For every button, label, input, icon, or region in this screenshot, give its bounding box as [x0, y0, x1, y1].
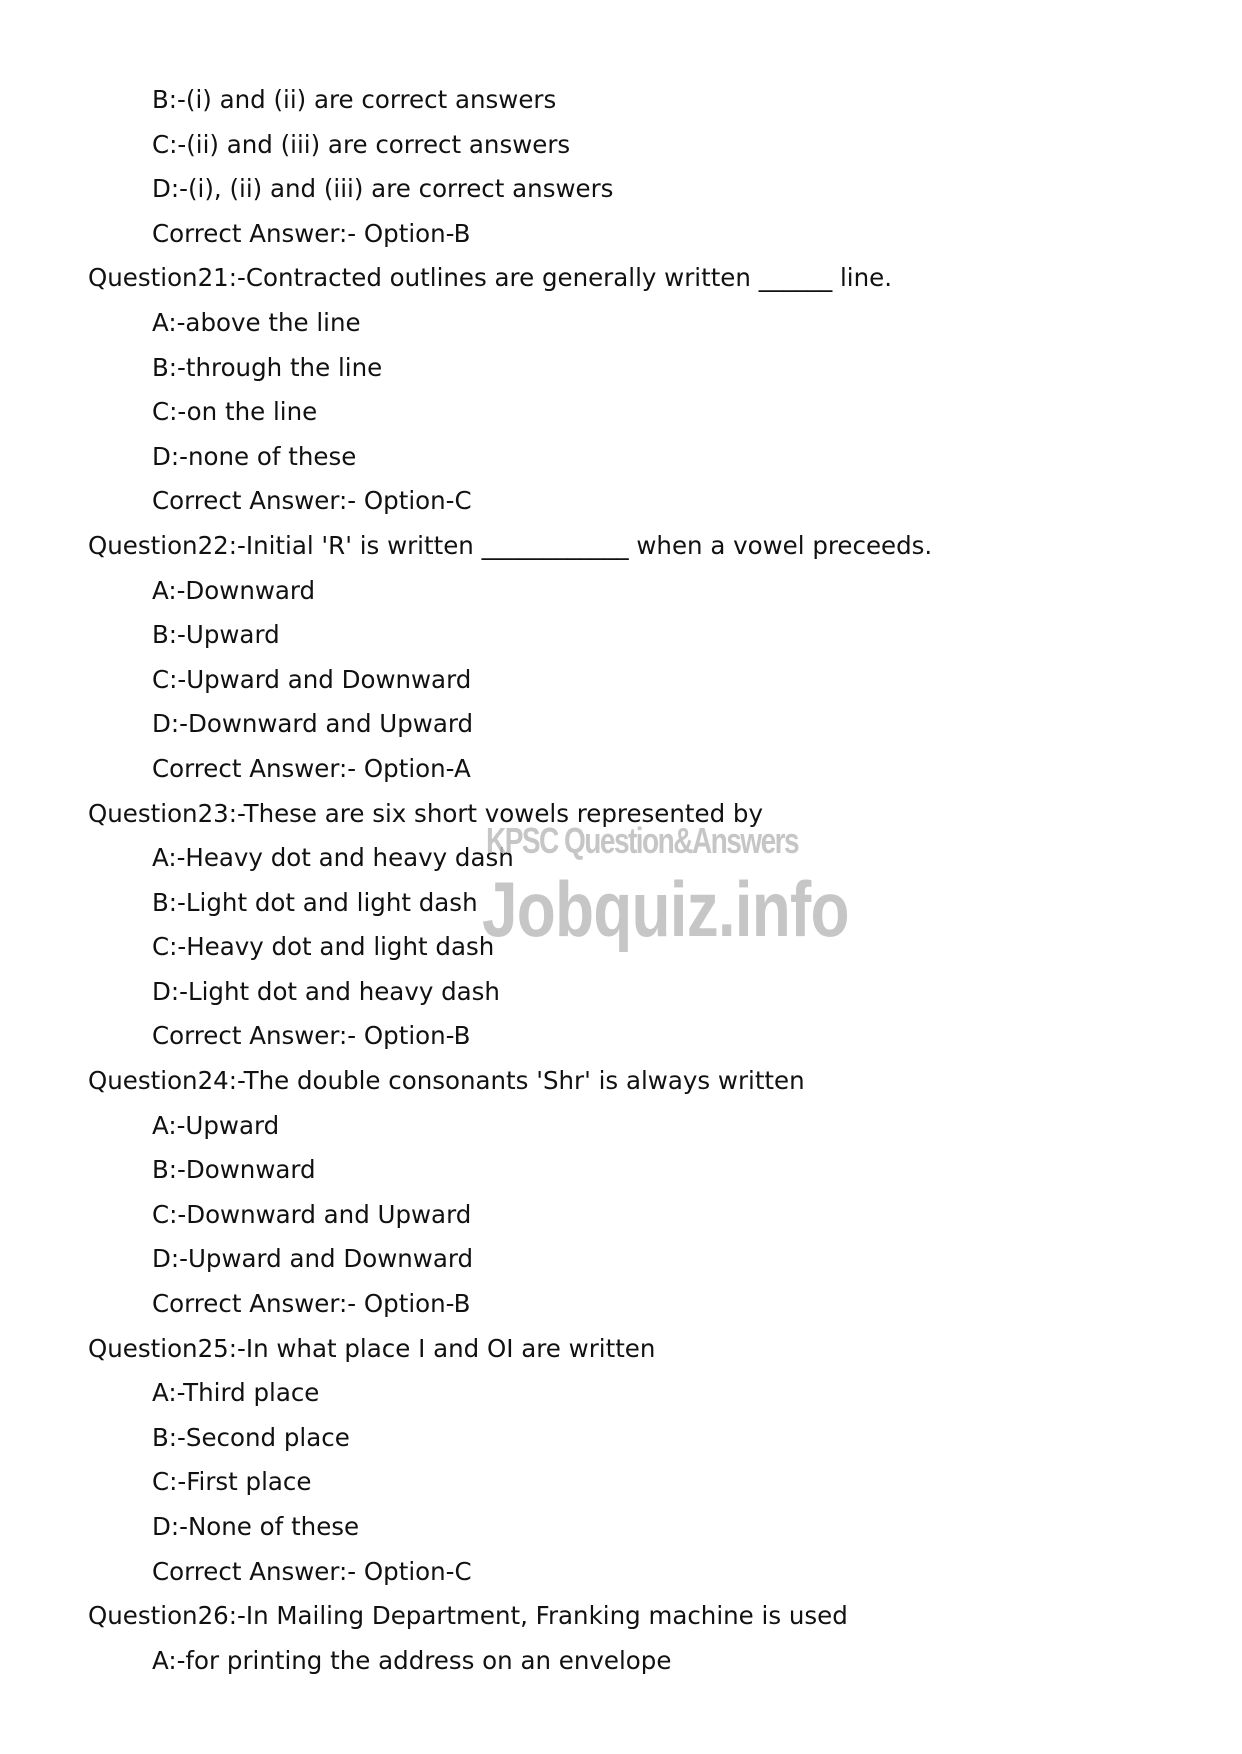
question-list [0, 78, 1242, 1683]
correct-answer: Correct Answer:- Option-C [152, 1556, 472, 1586]
answer-option: C:-on the line [152, 397, 318, 427]
question-text: Question21:-Contracted outlines are generally written ______ line. [88, 263, 892, 293]
answer-option: C:-Upward and Downward [152, 664, 472, 694]
question-text: Question23:-These are six short vowels represented by [88, 798, 763, 828]
answer-option: A:-Upward [152, 1110, 280, 1140]
question-text: Question25:-In what place I and OI are written [88, 1333, 656, 1363]
correct-answer: Correct Answer:- Option-C [152, 486, 472, 516]
answer-option: D:-None of these [152, 1512, 360, 1541]
answer-option: A:-Heavy dot and heavy dash [152, 843, 514, 873]
answer-option: A:-Third place [152, 1378, 320, 1408]
answer-option: D:-(i), (ii) and (iii) are correct answers [152, 174, 614, 204]
correct-answer: Correct Answer:- Option-B [152, 1021, 471, 1051]
answer-option: D:-Light dot and heavy dash [152, 976, 500, 1006]
answer-option: D:-none of these [152, 441, 357, 471]
question-text: Question24:-The double consonants 'Shr' is always written [88, 1066, 805, 1096]
answer-option: B:-through the line [152, 352, 383, 382]
answer-option: B:-Second place [152, 1422, 350, 1452]
answer-option: C:-Heavy dot and light dash [152, 932, 495, 962]
answer-option: B:-Upward [152, 620, 280, 650]
correct-answer: Correct Answer:- Option-A [152, 753, 471, 783]
answer-option: C:-First place [152, 1467, 312, 1497]
question-text: Question22:-Initial 'R' is written ____________ when a vowel preceeds. [88, 530, 933, 560]
answer-option: A:-for printing the address on an envelope [152, 1645, 672, 1675]
answer-option: C:-Downward and Upward [152, 1199, 472, 1229]
answer-option: B:-Downward [152, 1155, 316, 1185]
answer-option: C:-(ii) and (iii) are correct answers [152, 129, 571, 159]
answer-option: B:-Light dot and light dash [152, 887, 478, 917]
answer-option: A:-above the line [152, 307, 361, 337]
correct-answer: Correct Answer:- Option-B [152, 1289, 471, 1319]
watermark-line-1: KPSC Question&Answers [486, 820, 799, 861]
answer-option: D:-Upward and Downward [152, 1244, 474, 1274]
answer-option: D:-Downward and Upward [152, 709, 474, 739]
correct-answer: Correct Answer:- Option-B [152, 218, 471, 248]
watermark-line-2: Jobquiz.info [482, 865, 849, 953]
answer-option: A:-Downward [152, 575, 316, 605]
answer-option: B:-(i) and (ii) are correct answers [152, 85, 557, 114]
question-text: Question26:-In Mailing Department, Franking machine is used [88, 1601, 848, 1631]
